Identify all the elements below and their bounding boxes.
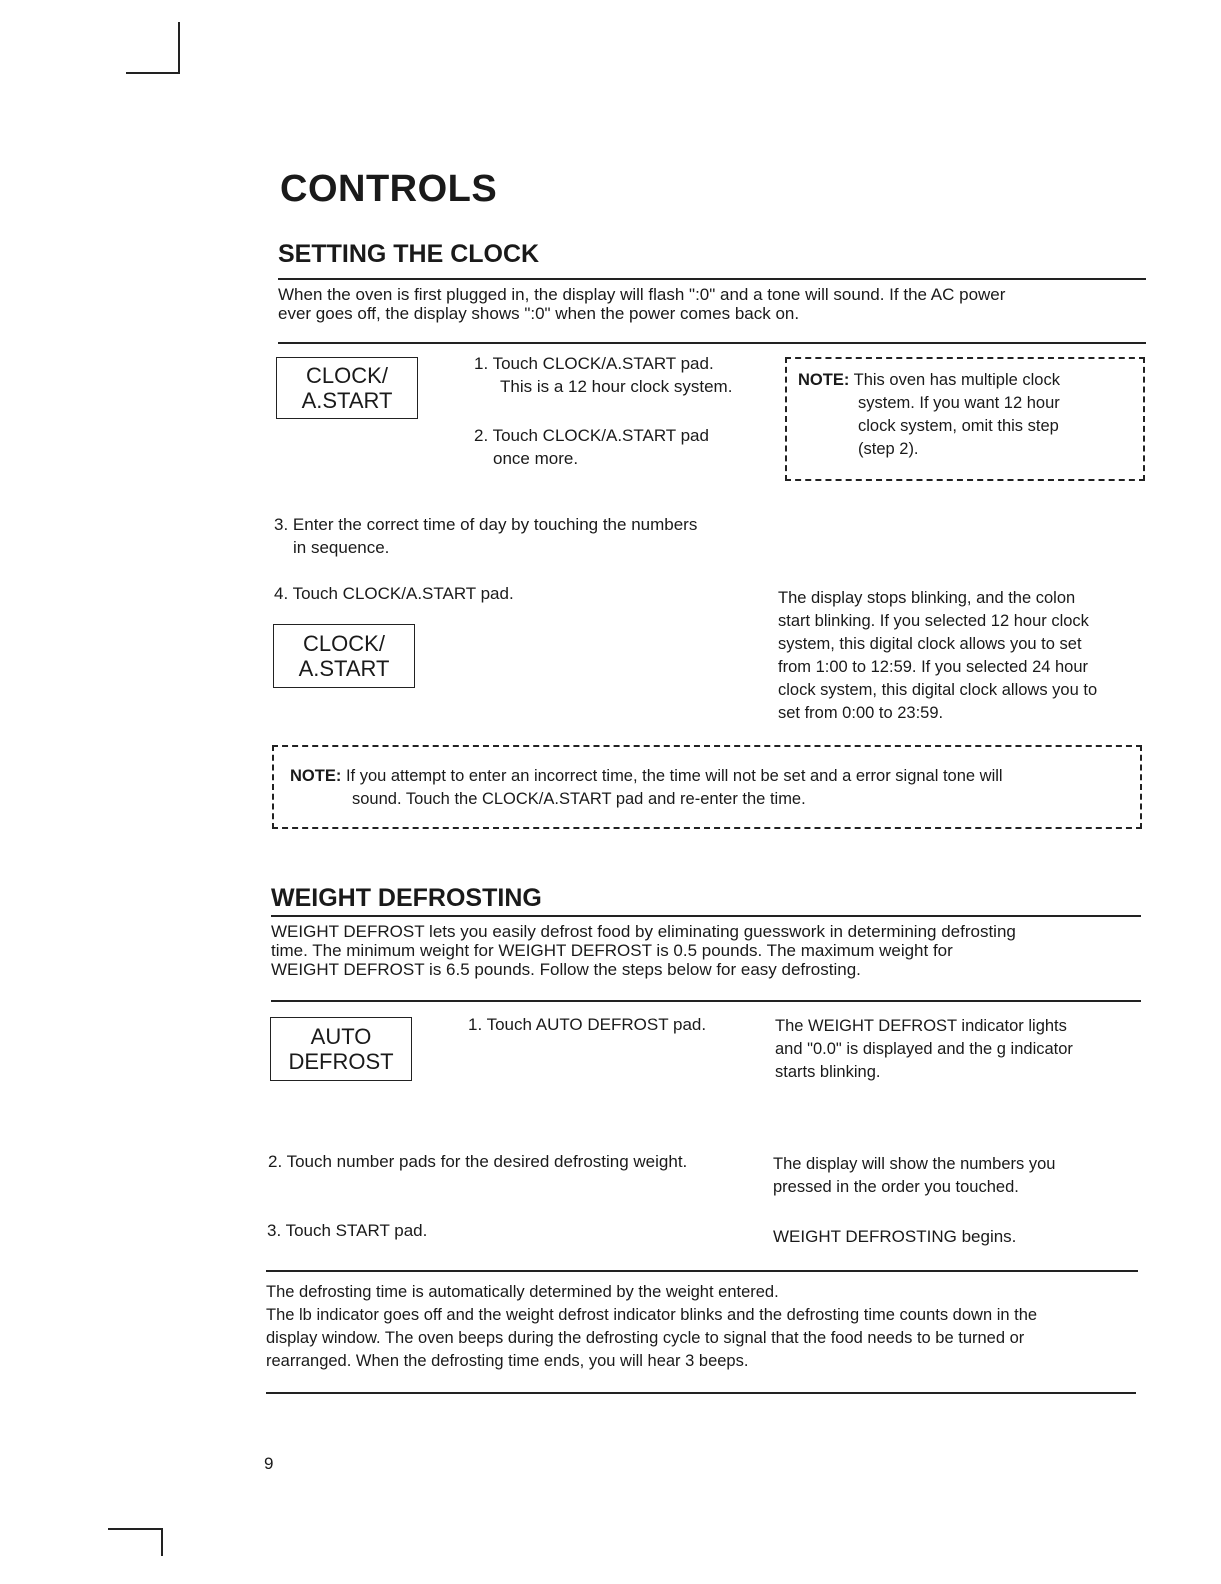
auto-defrost-pad[interactable] <box>270 1017 412 1081</box>
clock-intro-line2: ever goes off, the display shows ":0" when the power comes back on. <box>278 304 800 323</box>
defrost-intro-line1: WEIGHT DEFROST lets you easily defrost food by eliminating guesswork in determining defrosting <box>271 922 1016 941</box>
clock-step1-line1: 1. Touch CLOCK/A.START pad. <box>474 354 714 373</box>
defrost-closing <box>266 1281 1146 1373</box>
defrost-step2: 2. Touch number pads for the desired defrosting weight. <box>268 1152 688 1171</box>
defrost-step3: 3. Touch START pad. <box>267 1221 428 1240</box>
defrost-step3-result: WEIGHT DEFROSTING begins. <box>773 1227 1017 1246</box>
defrost-closing-rule-bottom <box>266 1392 1136 1394</box>
clock-step3 <box>274 513 697 559</box>
step4-result-line1: The display stops blinking, and the colon <box>778 589 1076 607</box>
clock-step1 <box>474 352 732 398</box>
step4-result-line5: clock system, this digital clock allows you to <box>778 681 1098 699</box>
note1-line3: clock system, omit this step <box>858 417 1059 435</box>
clock-heading-rule <box>278 278 1146 280</box>
step4-result-line2: start blinking. If you selected 12 hour clock <box>778 612 1089 630</box>
clock-astart-pad-2[interactable] <box>273 624 415 688</box>
defrost-step1-result-line2: and "0.0" is displayed and the g indicator <box>775 1040 1073 1058</box>
defrost-closing-line2: The lb indicator goes off and the weight defrost indicator blinks and the defrosting time counts down in the <box>266 1306 1038 1324</box>
clock-step2-line1: 2. Touch CLOCK/A.START pad <box>474 426 709 445</box>
note1-line2: system. If you want 12 hour <box>858 394 1060 412</box>
note1-line4: (step 2). <box>858 440 919 458</box>
defrost-step2-result-line1: The display will show the numbers you <box>773 1155 1056 1173</box>
clock-intro <box>278 285 1148 323</box>
defrost-intro <box>271 922 1143 979</box>
clock-astart-pad-line2: A.START <box>301 388 393 413</box>
incorrect-time-note <box>290 765 1130 811</box>
crop-mark-top-horizontal <box>126 72 179 74</box>
clock-step2 <box>474 424 709 470</box>
defrost-intro-line3: WEIGHT DEFROST is 6.5 pounds. Follow the steps below for easy defrosting. <box>271 960 861 979</box>
defrost-step1-result-line3: starts blinking. <box>775 1063 881 1081</box>
page-number: 9 <box>264 1454 274 1473</box>
clock-step2-line2: once more. <box>493 449 579 468</box>
clock-astart-pad-line1: CLOCK/ <box>306 363 388 388</box>
step4-result-line4: from 1:00 to 12:59. If you selected 24 hour <box>778 658 1089 676</box>
auto-defrost-pad-line2: DEFROST <box>288 1049 394 1074</box>
note2-line1: If you attempt to enter an incorrect time, the time will not be set and a error signal tone will <box>345 767 1003 785</box>
defrost-step1-result <box>775 1015 1135 1084</box>
defrost-step2-result-line2: pressed in the order you touched. <box>773 1178 1019 1196</box>
clock-astart-pad[interactable] <box>276 357 418 419</box>
note-label: NOTE: <box>798 371 850 389</box>
crop-mark-bottom-horizontal <box>108 1528 162 1530</box>
clock-step3-line1: 3. Enter the correct time of day by touching the numbers <box>274 515 698 534</box>
clock-intro-rule <box>278 342 1146 344</box>
defrost-closing-line3: display window. The oven beeps during the defrosting cycle to signal that the food needs to be turned or <box>266 1329 1025 1347</box>
defrost-section-heading: WEIGHT DEFROSTING <box>271 884 542 912</box>
defrost-closing-line4: rearranged. When the defrosting time ends, you will hear 3 beeps. <box>266 1352 749 1370</box>
defrost-intro-rule <box>271 1000 1141 1002</box>
defrost-step1: 1. Touch AUTO DEFROST pad. <box>468 1015 707 1034</box>
clock-step4-result <box>778 587 1148 725</box>
note2-line2: sound. Touch the CLOCK/A.START pad and re-enter the time. <box>352 790 806 808</box>
crop-mark-top-vertical <box>178 22 180 74</box>
defrost-step1-result-line1: The WEIGHT DEFROST indicator lights <box>775 1017 1067 1035</box>
crop-mark-bottom-vertical <box>161 1528 163 1556</box>
defrost-step2-result <box>773 1153 1133 1199</box>
step4-result-line6: set from 0:00 to 23:59. <box>778 704 944 722</box>
clock-astart-pad2-line1: CLOCK/ <box>303 631 385 656</box>
page-title: CONTROLS <box>280 168 498 210</box>
defrost-closing-line1: The defrosting time is automatically determined by the weight entered. <box>266 1283 779 1301</box>
defrost-heading-rule <box>271 915 1141 917</box>
defrost-closing-rule-top <box>266 1270 1138 1272</box>
clock-astart-pad2-line2: A.START <box>298 656 390 681</box>
clock-step1-line2: This is a 12 hour clock system. <box>500 377 733 396</box>
clock-step4: 4. Touch CLOCK/A.START pad. <box>274 584 514 603</box>
auto-defrost-pad-line1: AUTO <box>310 1024 372 1049</box>
defrost-intro-line2: time. The minimum weight for WEIGHT DEFROST is 0.5 pounds. The maximum weight for <box>271 941 953 960</box>
clock-system-note <box>798 369 1138 461</box>
step4-result-line3: system, this digital clock allows you to set <box>778 635 1082 653</box>
clock-section-heading: SETTING THE CLOCK <box>278 240 540 268</box>
clock-step3-line2: in sequence. <box>293 538 390 557</box>
note1-line1: This oven has multiple clock <box>853 371 1060 389</box>
note2-label: NOTE: <box>290 767 342 785</box>
clock-intro-line1: When the oven is first plugged in, the display will flash ":0" and a tone will sound. If the AC power <box>278 285 1006 304</box>
